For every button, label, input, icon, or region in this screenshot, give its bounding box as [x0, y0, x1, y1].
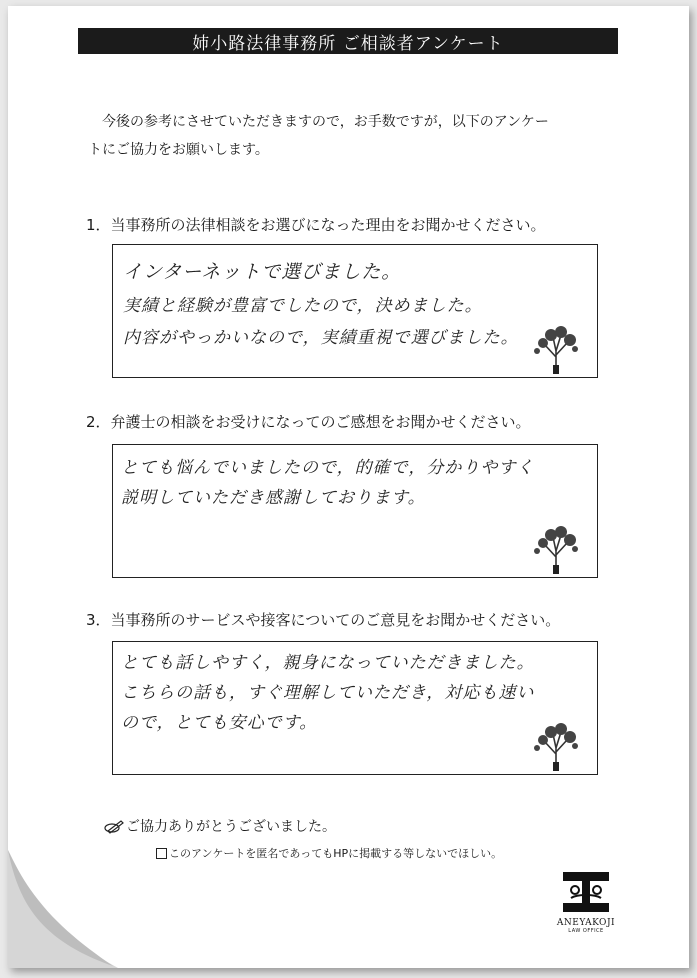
checkbox-icon[interactable]	[156, 848, 167, 859]
answer-1-line-2: 実績と経験が豊富でしたので，決めました。	[123, 296, 483, 316]
privacy-note	[156, 845, 502, 861]
thanks-message	[104, 816, 336, 836]
privacy-note-text: このアンケートを匿名であってもHPに掲載する等しないでほしい。	[169, 847, 503, 860]
intro-text	[88, 108, 628, 164]
answer-box-2	[112, 444, 598, 578]
page-curl	[8, 850, 118, 968]
tree-icon	[529, 718, 583, 772]
answer-3-line-3: ので，とても安心です。	[121, 713, 318, 733]
tree-icon	[529, 321, 583, 375]
answer-1-line-1: インターネットで選びました。	[123, 261, 402, 283]
intro-line-1: 今後の参考にさせていただきますので，お手数ですが，以下のアンケー	[102, 114, 549, 130]
answer-2-line-1: とても悩んでいましたので，的確で，分かりやすく	[121, 458, 535, 478]
question-2-label: 2．弁護士の相談をお受けになってのご感想をお聞かせください。	[86, 413, 531, 431]
thanks-text: ご協力ありがとうございました。	[126, 819, 336, 835]
intro-line-2: トにご協力をお願いします。	[88, 142, 269, 158]
survey-title: 姉小路法律事務所 ご相談者アンケート	[78, 28, 618, 54]
logo-subtitle: LAW OFFICE	[568, 928, 604, 934]
answer-2-line-2: 説明していただき感謝しております。	[121, 488, 426, 508]
answer-3-line-1: とても話しやすく，親身になっていただきました。	[121, 653, 535, 673]
answer-box-3	[112, 641, 598, 775]
logo-mark-icon	[563, 872, 609, 912]
question-1-label: 1．当事務所の法律相談をお選びになった理由をお聞かせください。	[86, 216, 546, 234]
tree-icon	[529, 521, 583, 575]
answer-box-1	[112, 244, 598, 378]
logo-name: ANEYAKOJI	[556, 918, 616, 928]
answer-1-line-3: 内容がやっかいなので，実績重視で選びました。	[123, 328, 519, 348]
question-3-label: 3．当事務所のサービスや接客についてのご意見をお聞かせください。	[86, 611, 561, 629]
answer-3-line-2: こちらの話も，すぐ理解していただき，対応も速い	[121, 683, 535, 703]
law-office-logo	[556, 872, 616, 934]
pen-icon	[104, 818, 124, 834]
